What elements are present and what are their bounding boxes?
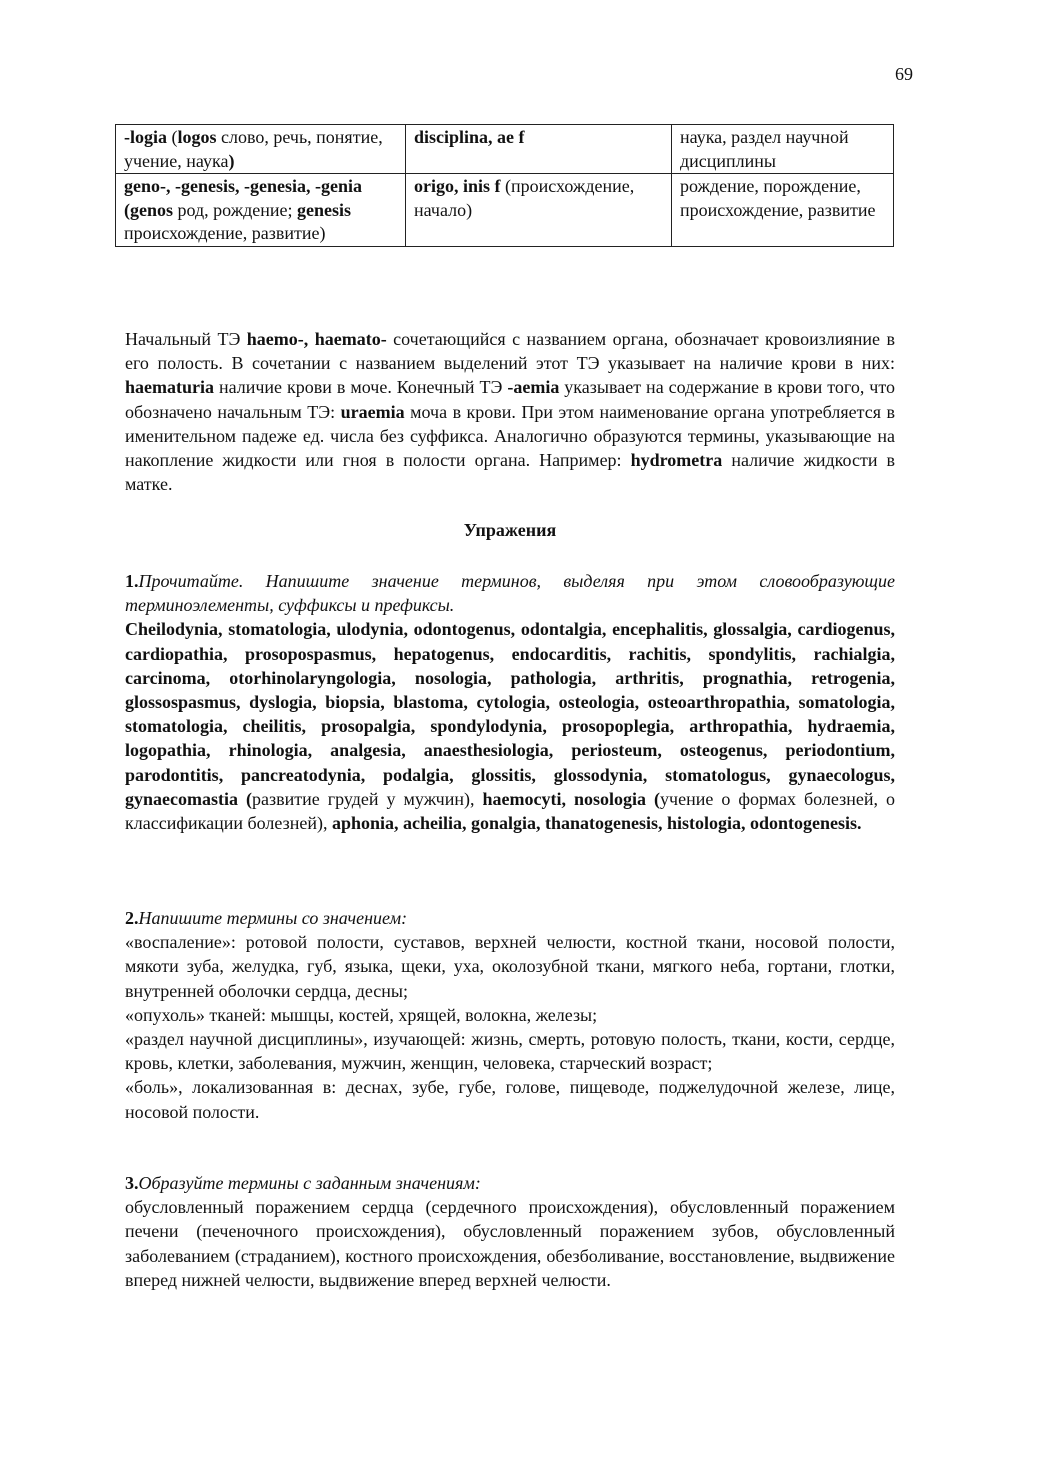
table-text: происхождение, развитие) xyxy=(124,223,326,243)
intro-term: haemo-, haemato- xyxy=(246,329,387,349)
table-text: geno-, -genesis, -genesia, -genia ( xyxy=(124,176,362,220)
table-cell-term xyxy=(116,125,406,174)
table-text: ( xyxy=(171,127,178,147)
table-text: origo, inis f xyxy=(414,176,501,196)
intro-text: Начальный ТЭ xyxy=(125,329,247,349)
table-text: logos xyxy=(177,127,217,147)
exercise-line: «воспаление»: ротовой полости, суставов, верхней челюсти, костной ткани, носовой полости, мякоти зуба, желудка, губ, языка, щеки, уха, околозубной ткани, мягкого неба, гортани, глотки, внутренней оболочки сердца, десны; xyxy=(125,932,895,1001)
term-list: Cheilodynia, stomatologia, ulodynia, odontogenus, odontalgia, encephalitis, glossalgia, cardiogenus, cardiopathia, prosopospasmus, hepatogenus, endocarditis, rachitis, spondylitis, rachialgia, carcinoma, otorhinolaryngologia, nosologia, pathologia, arthritis, prognathia, retrogenia, glossospasmus, dyslogia, biopsia, blastoma, cytologia, osteologia, osteoarthropathia, somatologia, stomatologia, cheilitis, prosopalgia, spondylodynia, prosopoplegia, arthropathia, hydraemia, logopathia, rhinologia, analgesia, anaesthesiologia, periosteum, osteogenus, periodontium, parodontitis, pancreatodynia, podalgia, glossitis, glossodynia, stomatologus, gynaecologus, gynaecomastia ( xyxy=(125,619,895,809)
table-cell-meaning xyxy=(672,125,894,174)
exercise-1 xyxy=(125,569,895,835)
exercise-number: 3. xyxy=(125,1173,139,1193)
table-cell-term xyxy=(116,174,406,247)
term-gloss: учение о формах болезней, о классификации болезней), xyxy=(125,788,895,834)
intro-term: haematuria xyxy=(125,377,214,398)
exercise-line: «боль», локализованная в: деснах, зубе, губе, голове, пищеводе, поджелудочной железе, лице, носовой полости. xyxy=(125,1077,895,1122)
table-cell-latin xyxy=(406,125,672,174)
intro-text: сочетающийся с названием органа, обозначает кровоизлияние в его полость. В сочетании с названием выделений этот ТЭ указывает на наличие крови в них: xyxy=(125,329,895,374)
table-text: рождение, порождение, происхождение, развитие xyxy=(680,176,876,220)
table-text: genos xyxy=(130,199,174,220)
table-text: -logia xyxy=(124,127,172,147)
table-row xyxy=(116,174,894,247)
exercise-number: 1. xyxy=(125,571,139,591)
exercise-instruction: Напишите термины со значением: xyxy=(138,908,408,928)
term-list: aphonia, acheilia, gonalgia, thanatogenesis, histologia, odontogenesis. xyxy=(331,813,862,834)
exercise-line: «опухоль» тканей: мышцы, костей, хрящей, волокна, железы; xyxy=(125,1004,598,1025)
exercise-instruction: Образуйте термины с заданным значениям: xyxy=(138,1173,481,1193)
exercise-body: обусловленный поражением сердца (сердечного происхождения), обусловленный поражением печени (печеночного происхождения), обусловленный поражением зубов, обусловленный заболеванием (страданием), костного происхождения, обезболивание, восстановление, выдвижение вперед нижней челюсти, выдвижение вперед верхней челюсти. xyxy=(125,1197,895,1290)
table-text: ) xyxy=(228,150,235,171)
exercise-instruction: Прочитайте. Напишите значение терминов, выделяя при этом словообразующие терминоэлементы, суффиксы и префиксы. xyxy=(125,571,895,616)
intro-text: указывает на содержание в крови того, что обозначено начальным ТЭ: xyxy=(125,377,895,422)
table-cell-meaning xyxy=(672,174,894,247)
intro-term: -aemia xyxy=(507,377,560,398)
table-text: наука, раздел научной дисциплины xyxy=(680,127,849,171)
exercise-line: «раздел научной дисциплины», изучающей: жизнь, смерть, ротовую полость, ткани, кости, сердце, кровь, клетки, заболевания, мужчин, женщин, человека, старческий возраст; xyxy=(125,1029,895,1074)
table-text: genesis xyxy=(297,199,352,220)
table-cell-latin xyxy=(406,174,672,247)
intro-term: uraemia xyxy=(340,401,405,422)
term-list: haemocyti, nosologia ( xyxy=(482,788,661,809)
page-number: 69 xyxy=(895,64,913,84)
table-row xyxy=(116,125,894,174)
exercise-3 xyxy=(125,1171,895,1292)
term-gloss: развитие грудей у мужчин), xyxy=(252,788,483,809)
table-text: disciplina, ae f xyxy=(414,127,525,147)
intro-paragraph xyxy=(125,327,895,496)
intro-text: моча в крови. При этом наименование органа употребляется в именительном падеже ед. числа без суффикса. Аналогично образуются термины, указывающие на накопление жидкости или гноя в полости органа. Например: xyxy=(125,401,895,471)
term-table xyxy=(115,124,894,247)
exercise-number: 2. xyxy=(125,908,139,928)
exercise-2 xyxy=(125,906,895,1124)
table-text: слово, речь, понятие, учение, наука xyxy=(124,127,383,171)
intro-text: наличие крови в моче. Конечный ТЭ xyxy=(214,377,508,398)
intro-text: наличие жидкости в матке. xyxy=(125,450,895,495)
intro-term: hydrometra xyxy=(630,450,723,471)
table-text: (происхождение, начало) xyxy=(414,176,635,220)
exercise-body xyxy=(125,617,895,835)
table-text: род, рождение; xyxy=(173,199,298,220)
section-heading: Упражения xyxy=(463,520,557,540)
